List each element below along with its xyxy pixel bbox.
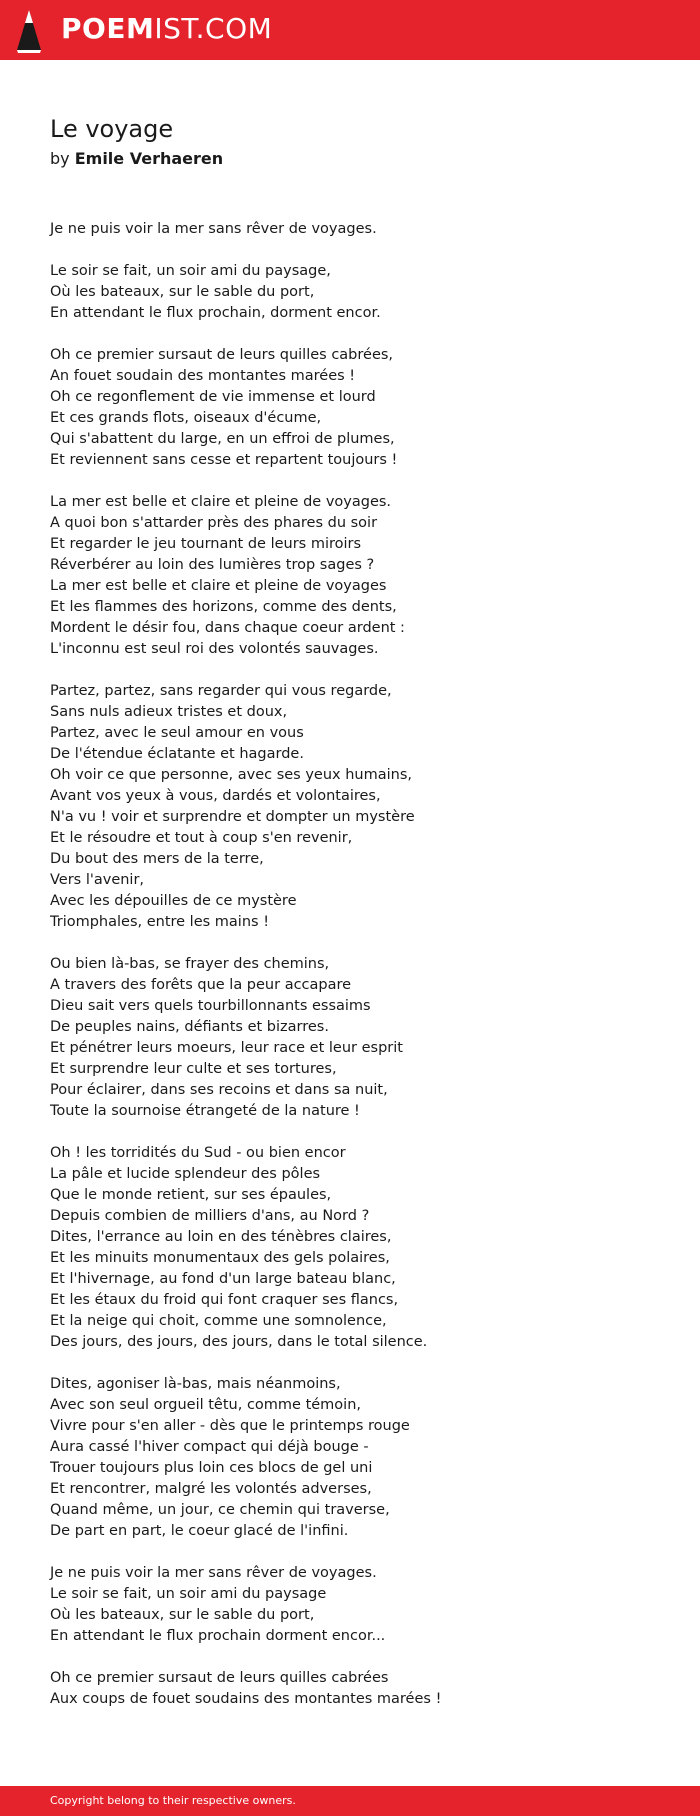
stanza-break	[50, 660, 660, 681]
poem-line: De l'étendue éclatante et hagarde.	[50, 746, 304, 762]
poem-line: De peuples nains, défiants et bizarres.	[50, 1019, 329, 1035]
poem-line: Oh ce premier sursaut de leurs quilles cabrées,	[50, 347, 394, 363]
poem-line: Et les minuits monumentaux des gels polaires,	[50, 1250, 390, 1266]
stanza-break	[50, 471, 660, 492]
site-header	[0, 0, 700, 60]
poem-line: Où les bateaux, sur le sable du port,	[50, 1607, 315, 1623]
poem-author: Emile Verhaeren	[74, 149, 224, 168]
poem-line: Aux coups de fouet soudains des montantes marées !	[50, 1691, 442, 1707]
poem-line: Triomphales, entre les mains !	[50, 914, 270, 930]
logo-text-bold: POEM	[61, 12, 155, 45]
poem-line: Avec son seul orgueil têtu, comme témoin,	[50, 1397, 361, 1413]
stanza-break	[50, 1353, 660, 1374]
poem-line: Mordent le désir fou, dans chaque coeur ardent :	[50, 620, 405, 636]
stanza-break	[50, 324, 660, 345]
poem-line: Et les étaux du froid qui font craquer ses flancs,	[50, 1292, 399, 1308]
poem-body	[50, 219, 660, 1710]
poem-line: L'inconnu est seul roi des volontés sauvages.	[50, 641, 379, 657]
stanza-break	[50, 933, 660, 954]
poem-line: Partez, partez, sans regarder qui vous regarde,	[50, 683, 392, 699]
poem-line: Et reviennent sans cesse et repartent toujours !	[50, 452, 398, 468]
poem-title: Le voyage	[50, 115, 174, 143]
stanza-break	[50, 1122, 660, 1143]
site-logo-link[interactable]	[61, 12, 272, 46]
poem-line: La mer est belle et claire et pleine de voyages	[50, 578, 387, 594]
poem-line: La mer est belle et claire et pleine de voyages.	[50, 494, 392, 510]
poem-line: Trouer toujours plus loin ces blocs de gel uni	[50, 1460, 373, 1476]
site-footer	[0, 1786, 700, 1816]
poem-line: Et ces grands flots, oiseaux d'écume,	[50, 410, 322, 426]
poem-line: Quand même, un jour, ce chemin qui traverse,	[50, 1502, 390, 1518]
poem-line: Et la neige qui choit, comme une somnolence,	[50, 1313, 387, 1329]
poem-line: Réverbérer au loin des lumières trop sages ?	[50, 557, 375, 573]
copyright-notice: Copyright belong to their respective owners.	[50, 1794, 296, 1807]
by-label: by	[50, 149, 70, 168]
poem-line: Oh ce regonflement de vie immense et lourd	[50, 389, 376, 405]
poem-line: En attendant le flux prochain dorment encor...	[50, 1628, 386, 1644]
poem-line: Aura cassé l'hiver compact qui déjà bouge -	[50, 1439, 369, 1455]
poem-line: Des jours, des jours, des jours, dans le total silence.	[50, 1334, 428, 1350]
poem-line: Le soir se fait, un soir ami du paysage,	[50, 263, 331, 279]
poem-line: Du bout des mers de la terre,	[50, 851, 264, 867]
poem-line: An fouet soudain des montantes marées !	[50, 368, 356, 384]
poem-line: Oh ! les torridités du Sud - ou bien encor	[50, 1145, 346, 1161]
poem-line: Vivre pour s'en aller - dès que le printemps rouge	[50, 1418, 410, 1434]
poem-line: Je ne puis voir la mer sans rêver de voyages.	[50, 221, 377, 237]
poem-line: A quoi bon s'attarder près des phares du soir	[50, 515, 378, 531]
logo-text-light: IST.COM	[154, 12, 273, 45]
stanza-break	[50, 240, 660, 261]
poem-line: Dites, agoniser là-bas, mais néanmoins,	[50, 1376, 341, 1392]
poem-line: Qui s'abattent du large, en un effroi de plumes,	[50, 431, 395, 447]
pencil-icon[interactable]	[16, 9, 42, 53]
poem-line: Le soir se fait, un soir ami du paysage	[50, 1586, 327, 1602]
poem-line: Dites, l'errance au loin en des ténèbres claires,	[50, 1229, 392, 1245]
poem-line: Et l'hivernage, au fond d'un large bateau blanc,	[50, 1271, 396, 1287]
poem-line: Et rencontrer, malgré les volontés adverses,	[50, 1481, 372, 1497]
poem-line: Depuis combien de milliers d'ans, au Nord ?	[50, 1208, 370, 1224]
stanza-break	[50, 1647, 660, 1668]
poem-line: Avec les dépouilles de ce mystère	[50, 893, 297, 909]
poem-line: Et le résoudre et tout à coup s'en revenir,	[50, 830, 353, 846]
poem-line: Ou bien là-bas, se frayer des chemins,	[50, 956, 330, 972]
poem-line: Partez, avec le seul amour en vous	[50, 725, 304, 741]
poem-line: Toute la sournoise étrangeté de la nature !	[50, 1103, 360, 1119]
poem-line: Sans nuls adieux tristes et doux,	[50, 704, 288, 720]
poem-line: Et surprendre leur culte et ses tortures,	[50, 1061, 337, 1077]
poem-line: Je ne puis voir la mer sans rêver de voyages.	[50, 1565, 377, 1581]
poem-line: De part en part, le coeur glacé de l'infini.	[50, 1523, 349, 1539]
poem-line: Où les bateaux, sur le sable du port,	[50, 284, 315, 300]
poem-line: Que le monde retient, sur ses épaules,	[50, 1187, 332, 1203]
poem-line: Dieu sait vers quels tourbillonnants essaims	[50, 998, 371, 1014]
poem-line: Avant vos yeux à vous, dardés et volontaires,	[50, 788, 381, 804]
poem-line: Oh voir ce que personne, avec ses yeux humains,	[50, 767, 412, 783]
poem-line: N'a vu ! voir et surprendre et dompter un mystère	[50, 809, 415, 825]
poem-line: Oh ce premier sursaut de leurs quilles cabrées	[50, 1670, 389, 1686]
poem-line: Vers l'avenir,	[50, 872, 145, 888]
poem-line: A travers des forêts que la peur accapare	[50, 977, 352, 993]
poem-line: Et les flammes des horizons, comme des dents,	[50, 599, 397, 615]
poem-line: Et pénétrer leurs moeurs, leur race et leur esprit	[50, 1040, 403, 1056]
poem-byline	[50, 149, 223, 169]
stanza-break	[50, 1542, 660, 1563]
poem-line: En attendant le flux prochain, dorment encor.	[50, 305, 381, 321]
poem-line: Et regarder le jeu tournant de leurs miroirs	[50, 536, 362, 552]
poem-line: Pour éclairer, dans ses recoins et dans sa nuit,	[50, 1082, 388, 1098]
poem-line: La pâle et lucide splendeur des pôles	[50, 1166, 321, 1182]
